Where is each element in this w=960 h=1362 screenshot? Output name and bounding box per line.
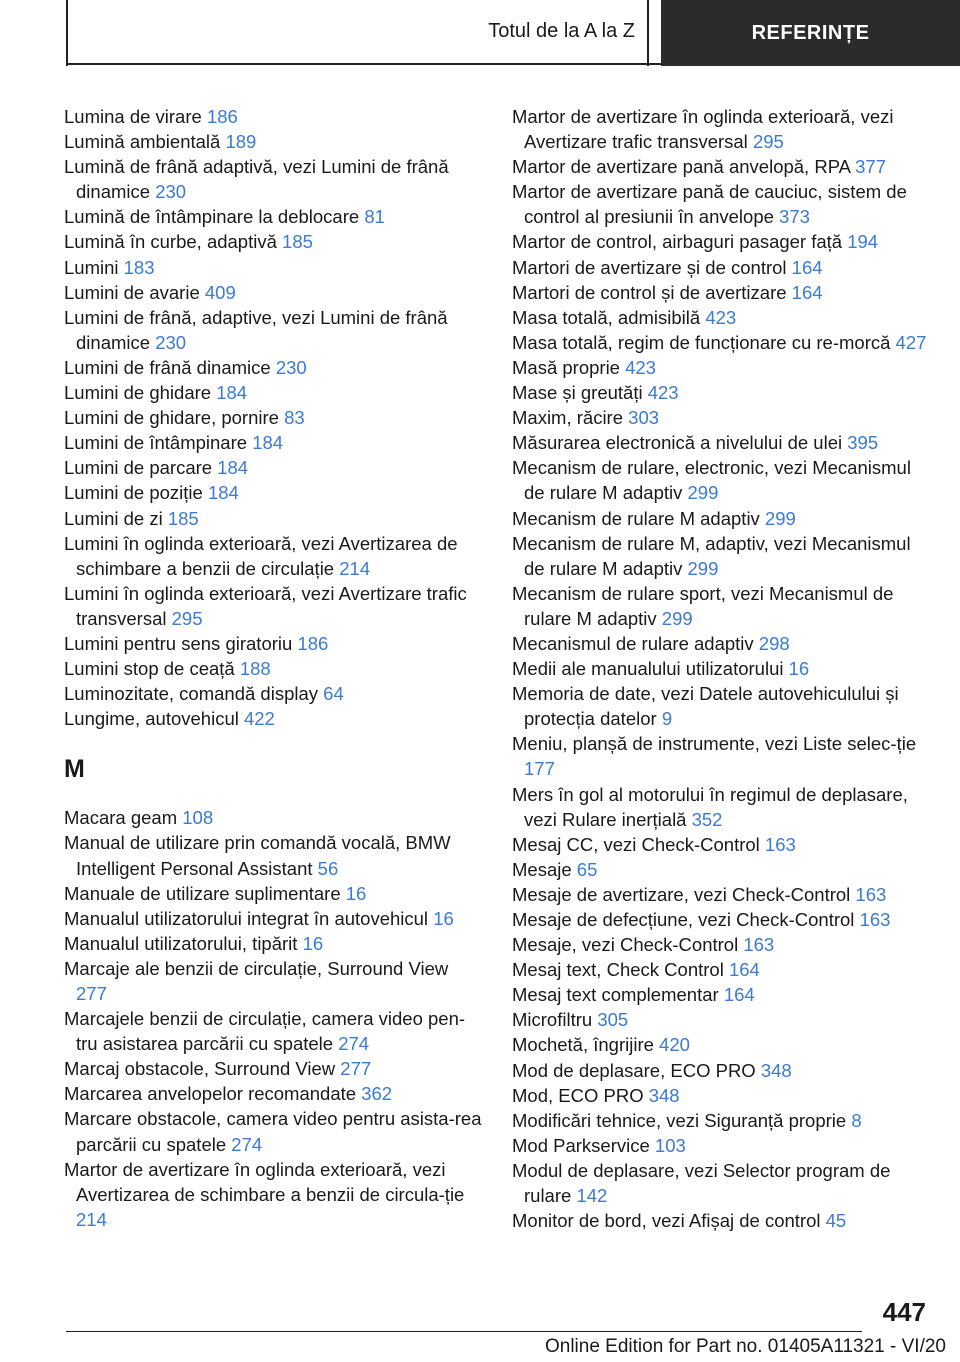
index-entry-text: Martor de avertizare pană de cauciuc, sistem de control al presiunii în anvelope [512,181,907,228]
index-entry [512,405,932,430]
index-entry [64,430,484,455]
index-entry-text: Lungime, autovehicul [64,708,239,730]
index-list-l [64,104,484,731]
index-entry [64,255,484,280]
index-page-link[interactable]: 177 [524,758,555,780]
index-entry-text: Lumină de frână adaptivă, vezi Lumini de frână dinamice [64,156,449,203]
index-page-link[interactable]: 352 [691,808,723,830]
index-entry-text: Lumini de frână dinamice [64,356,271,378]
index-entry [512,957,932,982]
index-entry-text: Mod Parkservice [512,1134,650,1156]
index-page-link[interactable]: 183 [123,256,155,278]
index-page-link[interactable]: 185 [282,231,313,253]
index-entry-text: Meniu, planșă de instrumente, vezi Liste selec-ție [512,733,917,755]
index-page-link[interactable]: 184 [207,482,239,504]
page-number: 447 [882,1297,926,1327]
index-entry [64,355,484,380]
index-page-link[interactable]: 295 [171,607,203,629]
index-entry [512,907,932,932]
index-column-right [512,104,932,1233]
index-page-link[interactable]: 186 [297,632,329,654]
index-page-link[interactable]: 277 [76,983,107,1004]
index-entry-text: Mochetă, îngrijire [512,1034,654,1056]
index-entry [64,380,484,405]
index-entry [512,455,932,505]
index-page-link[interactable]: 142 [576,1185,608,1207]
index-page-link[interactable]: 81 [364,206,385,228]
index-entry [512,1208,932,1233]
index-entry-text: Marcaje ale benzii de circulație, Surround View [64,957,449,979]
index-entry-text: Lumini de întâmpinare [64,432,248,454]
index-page-link[interactable]: 186 [206,106,238,127]
index-page-link[interactable]: 348 [648,1084,680,1106]
index-entry [512,531,932,581]
index-entry [512,832,932,857]
index-entry [512,280,932,305]
index-entry-text: Mesaj text complementar [512,984,719,1006]
index-page-link[interactable]: 362 [361,1083,393,1105]
index-entry [64,531,484,581]
index-page-link[interactable]: 277 [340,1058,372,1080]
index-entry [512,179,932,229]
index-entry-text: Microfiltru [512,1009,593,1031]
index-page-link[interactable]: 299 [687,482,719,504]
index-entry [512,1158,932,1208]
index-entry-text: Mecanism de rulare sport, vezi Mecanismul de rulare M adaptiv [512,582,894,629]
index-entry-text: Lumini [64,256,119,278]
index-entry-text: Mecanismul de rulare adaptiv [512,632,754,654]
index-entry [64,931,484,956]
footer-edition: Online Edition for Part no. 01405A11321 - VI/20 [544,1336,946,1357]
index-column-left [64,104,484,1232]
index-entry [64,956,484,1006]
index-page-link[interactable]: 409 [204,281,236,303]
index-entry [64,154,484,204]
index-page-link[interactable]: 65 [576,858,598,880]
index-page-link[interactable]: 274 [231,1133,263,1155]
index-page-link[interactable]: 163 [855,883,887,905]
index-entry [64,656,484,681]
index-page-link[interactable]: 305 [597,1009,629,1031]
index-page-link[interactable]: 377 [855,156,887,178]
index-page-link[interactable]: 299 [661,607,693,629]
index-list-m [64,805,484,1232]
index-entry-text: Marcare obstacole, camera video pentru asista-rea parcării cu spatele [64,1108,482,1155]
index-entry-text: Manualul utilizatorului, tipărit [64,932,298,954]
index-page-link[interactable]: 214 [76,1208,107,1230]
index-page-link[interactable]: 163 [764,833,796,855]
index-entry-text: Mecanism de rulare M adaptiv [512,507,760,529]
index-letter-heading: M [64,755,85,784]
index-entry-text: Manual de utilizare prin comandă vocală, BMW Intelligent Personal Assistant [64,832,451,879]
index-entry-text: Lumini stop de ceață [64,658,235,680]
index-entry [64,830,484,880]
index-page-link[interactable]: 185 [167,507,199,529]
index-page-link[interactable]: 45 [825,1210,847,1232]
index-entry-text: Lumini de zi [64,507,163,529]
index-entry-text: Modificări tehnice, vezi Siguranță proprie [512,1109,847,1131]
index-entry-text: Memoria de date, vezi Datele autovehiculului și protecția datelor [512,683,899,730]
index-entry [512,1007,932,1032]
index-entry [64,455,484,480]
index-entry [64,1106,484,1156]
index-entry-text: Mesaje de avertizare, vezi Check-Control [512,883,851,905]
index-page-link[interactable]: 188 [239,658,271,680]
index-entry-text: Lumină în curbe, adaptivă [64,231,277,253]
index-page-link[interactable]: 83 [284,407,305,429]
index-page-link[interactable]: 295 [752,131,784,153]
index-entry-text: Mesaje, vezi Check-Control [512,934,739,956]
index-page-link[interactable]: 189 [225,131,257,153]
index-page-link[interactable]: 423 [625,356,656,378]
index-entry-text: Medii ale manualului utilizatorului [512,658,784,680]
section-title: Totul de la A la Z [488,20,635,42]
index-entry [512,430,932,455]
index-entry-text: Martori de avertizare și de control [512,256,787,278]
index-entry [64,129,484,154]
index-entry-text: Monitor de bord, vezi Afișaj de control [512,1210,821,1232]
index-entry-text: Marcajele benzii de circulație, camera video pen-tru asistarea parcării cu spatele [64,1008,466,1055]
index-entry-text: Lumini în oglinda exterioară, vezi Avertizarea de schimbare a benzii de circulație [64,532,458,579]
index-entry-text: Mesaj CC, vezi Check-Control [512,833,760,855]
index-entry-text: Mase și greutăți [512,382,643,404]
index-entry [64,204,484,229]
index-entry [64,1056,484,1081]
index-entry [512,355,932,380]
index-page-link[interactable]: 395 [847,432,879,454]
index-entry [64,805,484,830]
index-page-link[interactable]: 16 [345,882,367,904]
index-entry-text: Martor de avertizare în oglinda exterioară, vezi Avertizare trafic transversal [512,106,894,153]
index-entry [64,581,484,631]
page-header [0,0,960,66]
index-entry [64,405,484,430]
index-entry [512,857,932,882]
index-entry [64,706,484,731]
index-entry-text: Lumina de virare [64,106,202,127]
index-page-link[interactable]: 303 [628,407,660,429]
index-page-link[interactable]: 164 [791,281,823,303]
index-entry [64,305,484,355]
index-page-link[interactable]: 184 [217,457,249,479]
index-page-link[interactable]: 214 [339,557,371,579]
index-entry [64,1157,484,1232]
index-page-link[interactable]: 16 [302,932,324,954]
index-entry [512,104,932,154]
index-entry-text: Lumini de ghidare [64,382,212,404]
index-entry [512,229,932,254]
index-page-link[interactable]: 420 [659,1034,690,1056]
index-entry-text: Mesaje de defecțiune, vezi Check-Control [512,909,855,930]
index-page-link[interactable]: 274 [338,1033,370,1055]
index-entry [512,681,932,731]
index-entry-text: Lumini în oglinda exterioară, vezi Avertizare trafic transversal [64,582,467,629]
index-page-link[interactable]: 164 [791,256,823,278]
index-entry [512,255,932,280]
index-entry [64,506,484,531]
index-page-link[interactable]: 163 [743,934,775,956]
index-page-link[interactable]: 299 [764,507,796,529]
index-page-link[interactable]: 423 [647,382,679,404]
index-entry [64,681,484,706]
index-entry-text: Mesaj text, Check Control [512,959,724,981]
index-entry [512,1083,932,1108]
index-entry-text: Mers în gol al motorului în regimul de deplasare, vezi Rulare inerțială [512,783,908,830]
index-entry-text: Manualul utilizatorului integrat în autovehicul [64,907,429,929]
index-entry-text: Lumini de avarie [64,281,200,303]
index-entry-text: Lumini de frână, adaptive, vezi Lumini de frână dinamice [64,306,448,353]
index-page-link[interactable]: 164 [728,959,760,981]
index-entry [64,1006,484,1056]
index-entry-text: Martori de control și de avertizare [512,281,787,303]
index-page-link[interactable]: 8 [851,1109,862,1131]
index-page-link[interactable]: 163 [859,909,891,930]
index-entry [512,506,932,531]
index-page-link[interactable]: 184 [252,432,284,454]
index-list-m-continued [512,104,932,1233]
index-entry [64,480,484,505]
index-entry-text: Manuale de utilizare suplimentare [64,882,341,904]
index-entry [512,656,932,681]
index-entry-text: Masă proprie [512,356,620,378]
index-entry-text: Mod de deplasare, ECO PRO [512,1059,756,1081]
index-entry [64,104,484,129]
index-entry-text: Masa totală, admisibilă [512,306,701,328]
index-page-link[interactable]: 194 [847,231,879,253]
index-entry [512,1032,932,1057]
index-entry-text: Măsurarea electronică a nivelului de ulei [512,432,843,454]
index-page-link[interactable]: 16 [788,658,810,680]
index-entry-text: Martor de avertizare în oglinda exterioară, vezi Avertizarea de schimbare a benzii de circula-ție [64,1158,465,1205]
index-entry [512,782,932,832]
index-entry-text: Modul de deplasare, vezi Selector program de rulare [512,1159,891,1207]
index-entry-text: Lumini pentru sens giratoriu [64,632,293,654]
index-entry [512,305,932,330]
index-entry [512,581,932,631]
index-entry-text: Macara geam [64,807,178,829]
index-entry [512,932,932,957]
index-entry-text: Lumină ambientală [64,131,221,153]
index-page-link[interactable]: 56 [317,857,339,879]
index-entry-text: Mecanism de rulare M, adaptiv, vezi Mecanismul de rulare M adaptiv [512,532,911,579]
index-entry [64,631,484,656]
index-entry-text: Lumini de parcare [64,457,213,479]
index-page-link[interactable]: 348 [760,1059,792,1081]
index-page-link[interactable]: 184 [216,382,248,404]
index-entry [64,881,484,906]
index-page-link[interactable]: 230 [275,356,307,378]
index-entry [512,1133,932,1158]
index-entry [512,330,932,355]
index-page-link[interactable]: 423 [705,306,737,328]
index-entry-text: Lumină de întâmpinare la deblocare [64,206,360,228]
index-page-link[interactable]: 108 [182,807,214,829]
index-page-link[interactable]: 422 [243,708,275,730]
index-page-link[interactable]: 9 [661,708,673,730]
index-entry-text: Masa totală, regim de funcționare cu re-morcă [512,331,891,353]
index-entry [512,380,932,405]
index-entry-text: Martor de control, airbaguri pasager față [512,231,843,253]
index-page-link[interactable]: 230 [155,181,187,203]
index-entry [512,731,932,781]
index-entry-text: Marcarea anvelopelor recomandate [64,1083,357,1105]
index-entry-text: Martor de avertizare pană anvelopă, RPA [512,156,850,178]
index-entry [512,1058,932,1083]
index-entry [512,882,932,907]
index-entry [512,982,932,1007]
header-divider [647,0,649,66]
index-page-link[interactable]: 298 [758,632,790,654]
index-entry-text: Mod, ECO PRO [512,1084,644,1106]
index-page-link[interactable]: 64 [323,683,344,705]
index-entry [64,280,484,305]
index-page-link[interactable]: 164 [723,984,755,1006]
index-entry-text: Luminozitate, comandă display [64,683,319,705]
index-page-link[interactable]: 16 [433,907,454,929]
index-entry [512,1108,932,1133]
index-page-link[interactable]: 230 [155,331,187,353]
index-page-link[interactable]: 373 [779,206,810,228]
index-entry-text: Lumini de poziție [64,482,203,504]
index-entry-text: Mecanism de rulare, electronic, vezi Mecanismul de rulare M adaptiv [512,457,911,504]
index-entry [64,906,484,931]
index-page-link[interactable]: 299 [687,557,719,579]
chapter-tab: REFERINȚE [661,0,960,66]
index-entry-text: Mesaje [512,858,572,880]
index-entry [512,631,932,656]
index-entry-text: Maxim, răcire [512,407,624,429]
index-entry [512,154,932,179]
index-page-link[interactable]: 427 [895,331,927,353]
index-entry [64,229,484,254]
index-entry-text: Lumini de ghidare, pornire [64,407,279,429]
index-entry [64,1081,484,1106]
index-page-link[interactable]: 103 [654,1134,686,1156]
index-entry-text: Marcaj obstacole, Surround View [64,1058,336,1080]
